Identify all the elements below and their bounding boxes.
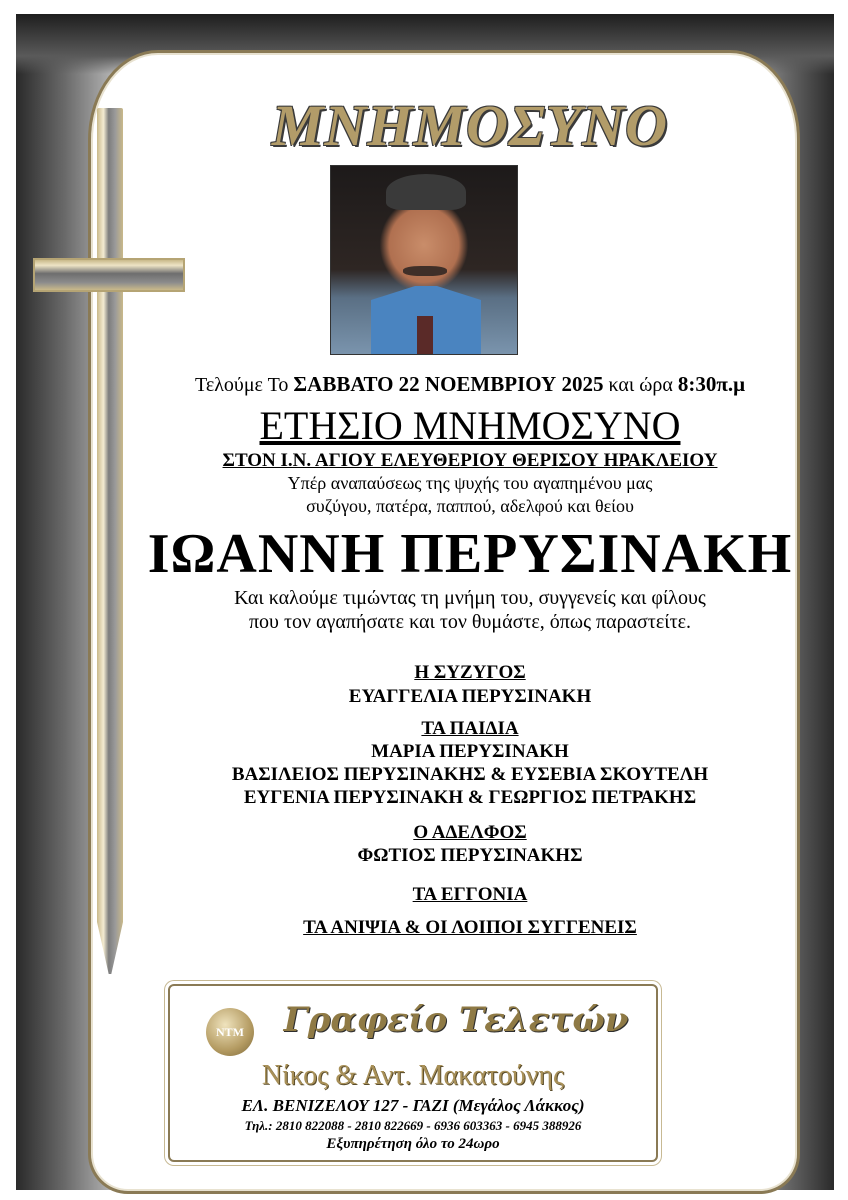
photo-tie [417,316,433,354]
purpose-line-2: συζύγου, πατέρα, παππού, αδελφού και θείου [306,496,634,516]
service-date: ΣΑΒΒΑΤΟ 22 ΝΟΕΜΒΡΙΟΥ 2025 [293,372,604,396]
funeral-home-title: Γραφείο Τελετών [283,1000,629,1040]
funeral-home-owners: Νίκος & Αντ. Μακατούνης [261,1060,565,1091]
call-line-1: Και καλούμε τιμώντας τη μνήμη του, συγγενείς και φίλους [234,587,706,609]
spouse-heading: Η ΣΥΖΥΓΟΣ [414,662,526,683]
grandchildren-heading: ΤΑ ΕΓΓΟΝΙΑ [412,884,528,905]
church-location: ΣΤΟΝ Ι.Ν. ΑΓΙΟΥ ΕΛΕΥΘΕΡΙΟΥ ΘΕΡΙΣΟΥ ΗΡΑΚΛΕΙΟΥ [222,450,718,471]
relatives-heading: ΤΑ ΑΝΙΨΙΑ & ΟΙ ΛΟΙΠΟΙ ΣΥΓΓΕΝΕΙΣ [303,917,637,938]
photo-moustache [403,266,447,276]
spouse-name: ΕΥΑΓΓΕΛΙΑ ΠΕΡΥΣΙΝΑΚΗ [348,686,592,707]
photo-hair [386,174,466,210]
deceased-name: ΙΩΑΝΝΗ ΠΕΡΥΣΙΝΑΚΗ [147,523,793,585]
funeral-home-service: Εξυπηρέτηση όλο το 24ωρο [326,1136,500,1152]
funeral-home-logo-icon: ΝΤΜ [206,1008,254,1056]
sibling-heading: Ο ΑΔΕΛΦΟΣ [413,822,527,843]
child-2: ΒΑΣΙΛΕΙΟΣ ΠΕΡΥΣΙΝΑΚΗΣ & ΕΥΣΕΒΙΑ ΣΚΟΥΤΕΛΗ [231,764,709,785]
child-3: ΕΥΓΕΝΙΑ ΠΕΡΥΣΙΝΑΚΗ & ΓΕΩΡΓΙΟΣ ΠΕΤΡΑΚΗΣ [243,787,697,808]
funeral-home-address: ΕΛ. ΒΕΝΙΖΕΛΟΥ 127 - ΓΑΖΙ (Μεγάλος Λάκκος) [241,1096,585,1115]
page-title: ΜΝΗΜΟΣΥΝΟ [271,93,669,158]
purpose-line-1: Υπέρ αναπαύσεως της ψυχής του αγαπημένου μας [287,473,653,493]
funeral-home-box [168,984,658,1162]
funeral-home-phones: Τηλ.: 2810 822088 - 2810 822669 - 6936 603363 - 6945 388926 [244,1118,582,1133]
service-time: 8:30π.μ [677,372,746,396]
service-datetime [120,372,820,397]
event-title: ΕΤΗΣΙΟ ΜΝΗΜΟΣΥΝΟ [259,403,681,448]
deceased-photo [330,165,518,355]
children-heading: ΤΑ ΠΑΙΔΙΑ [421,718,519,739]
child-1: ΜΑΡΙΑ ΠΕΡΥΣΙΝΑΚΗ [371,741,569,762]
sibling-name: ΦΩΤΙΟΣ ΠΕΡΥΣΙΝΑΚΗΣ [357,845,583,866]
prefix-text: Τελούμε Το [194,374,289,396]
time-prefix: και ώρα [608,374,673,396]
cross-horizontal-icon [33,258,185,292]
call-line-2: που τον αγαπήσατε και τον θυμάστε, όπως παραστείτε. [248,611,692,633]
